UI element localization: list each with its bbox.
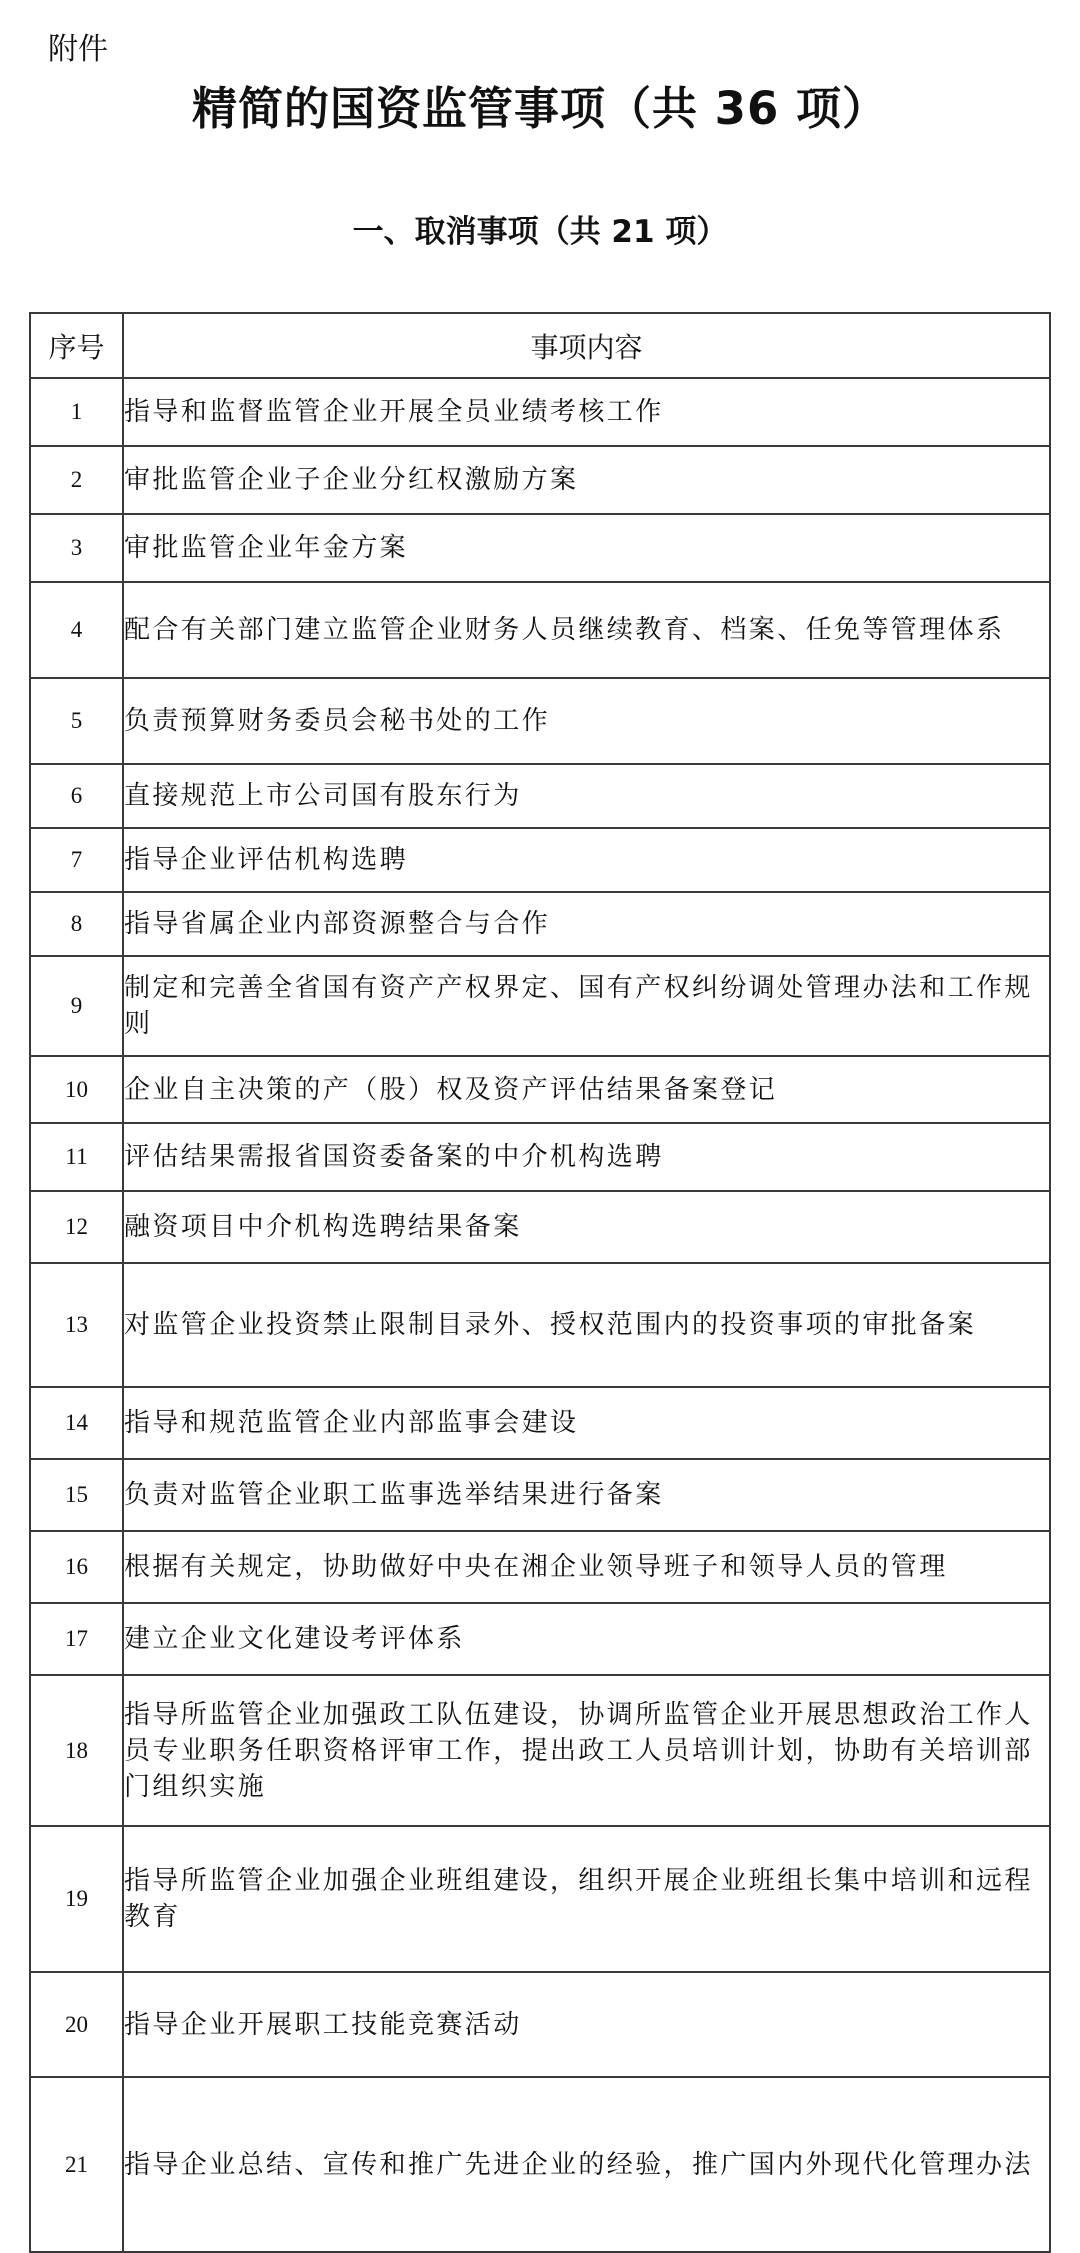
row-number: 1 xyxy=(30,378,123,446)
row-content: 制定和完善全省国有资产产权界定、国有产权纠纷调处管理办法和工作规则 xyxy=(123,956,1050,1056)
attachment-label: 附件 xyxy=(48,32,108,67)
table-row xyxy=(30,678,1050,764)
table-row xyxy=(30,446,1050,514)
row-content: 审批监管企业子企业分红权激励方案 xyxy=(123,446,1050,514)
items-table xyxy=(29,312,1051,2253)
table-row xyxy=(30,892,1050,956)
document-title: 精简的国资监管事项（共 36 项） xyxy=(192,82,888,135)
row-content: 建立企业文化建设考评体系 xyxy=(123,1603,1050,1675)
row-number: 8 xyxy=(30,892,123,956)
table-row xyxy=(30,1531,1050,1603)
table-row xyxy=(30,1056,1050,1123)
row-content: 指导和监督监管企业开展全员业绩考核工作 xyxy=(123,378,1050,446)
row-number: 4 xyxy=(30,582,123,678)
row-content: 根据有关规定，协助做好中央在湘企业领导班子和领导人员的管理 xyxy=(123,1531,1050,1603)
table-row xyxy=(30,956,1050,1056)
row-number: 12 xyxy=(30,1191,123,1263)
row-content: 指导省属企业内部资源整合与合作 xyxy=(123,892,1050,956)
row-number: 16 xyxy=(30,1531,123,1603)
row-number: 11 xyxy=(30,1123,123,1191)
table-row xyxy=(30,1387,1050,1459)
table-row xyxy=(30,1826,1050,1972)
row-content: 负责对监管企业职工监事选举结果进行备案 xyxy=(123,1459,1050,1531)
table-header-row xyxy=(30,313,1050,378)
table-row xyxy=(30,764,1050,828)
row-content: 指导所监管企业加强政工队伍建设，协调所监管企业开展思想政治工作人员专业职务任职资格评审工作，提出政工人员培训计划，协助有关培训部门组织实施 xyxy=(123,1675,1050,1826)
row-number: 19 xyxy=(30,1826,123,1972)
table-row xyxy=(30,2077,1050,2252)
row-number: 3 xyxy=(30,514,123,582)
row-content: 指导企业开展职工技能竞赛活动 xyxy=(123,1972,1050,2077)
row-content: 企业自主决策的产（股）权及资产评估结果备案登记 xyxy=(123,1056,1050,1123)
table-row xyxy=(30,1675,1050,1826)
row-content: 指导企业评估机构选聘 xyxy=(123,828,1050,892)
table-row xyxy=(30,1459,1050,1531)
section-title: 一、取消事项（共 21 项） xyxy=(352,214,728,250)
table-row xyxy=(30,828,1050,892)
row-content: 审批监管企业年金方案 xyxy=(123,514,1050,582)
table-row xyxy=(30,1972,1050,2077)
row-content: 指导和规范监管企业内部监事会建设 xyxy=(123,1387,1050,1459)
column-header-content: 事项内容 xyxy=(123,313,1050,378)
row-content: 直接规范上市公司国有股东行为 xyxy=(123,764,1050,828)
row-content: 评估结果需报省国资委备案的中介机构选聘 xyxy=(123,1123,1050,1191)
row-content: 对监管企业投资禁止限制目录外、授权范围内的投资事项的审批备案 xyxy=(123,1263,1050,1387)
row-number: 9 xyxy=(30,956,123,1056)
table-row xyxy=(30,1603,1050,1675)
row-number: 21 xyxy=(30,2077,123,2252)
row-number: 10 xyxy=(30,1056,123,1123)
column-header-number: 序号 xyxy=(30,313,123,378)
row-number: 5 xyxy=(30,678,123,764)
row-number: 18 xyxy=(30,1675,123,1826)
table-row xyxy=(30,582,1050,678)
row-number: 6 xyxy=(30,764,123,828)
table-row xyxy=(30,514,1050,582)
row-number: 13 xyxy=(30,1263,123,1387)
row-number: 20 xyxy=(30,1972,123,2077)
table-row xyxy=(30,1191,1050,1263)
row-number: 2 xyxy=(30,446,123,514)
row-number: 17 xyxy=(30,1603,123,1675)
row-content: 指导企业总结、宣传和推广先进企业的经验，推广国内外现代化管理办法 xyxy=(123,2077,1050,2252)
row-number: 15 xyxy=(30,1459,123,1531)
row-content: 配合有关部门建立监管企业财务人员继续教育、档案、任免等管理体系 xyxy=(123,582,1050,678)
row-number: 7 xyxy=(30,828,123,892)
row-content: 指导所监管企业加强企业班组建设，组织开展企业班组长集中培训和远程教育 xyxy=(123,1826,1050,1972)
row-number: 14 xyxy=(30,1387,123,1459)
row-content: 负责预算财务委员会秘书处的工作 xyxy=(123,678,1050,764)
row-content: 融资项目中介机构选聘结果备案 xyxy=(123,1191,1050,1263)
table-row xyxy=(30,1263,1050,1387)
table-row xyxy=(30,1123,1050,1191)
table-row xyxy=(30,378,1050,446)
